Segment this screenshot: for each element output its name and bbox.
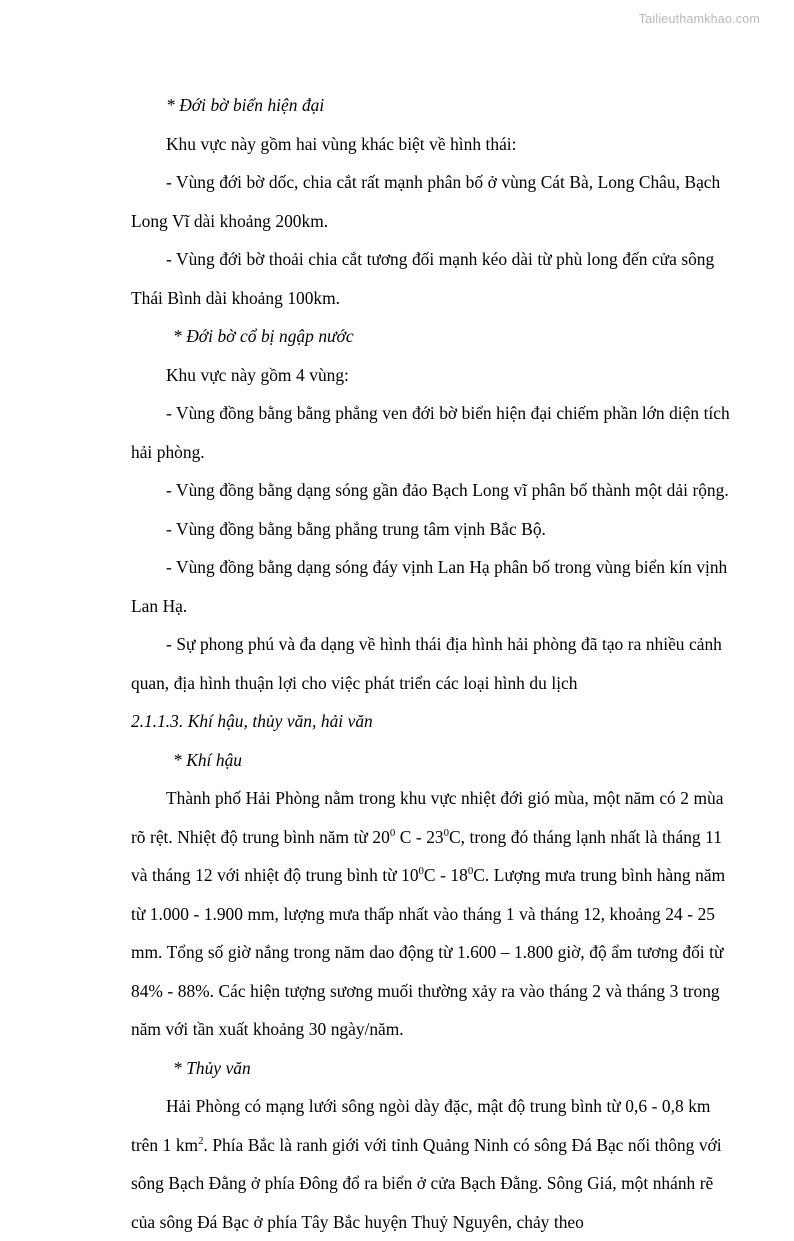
superscript: 0	[467, 865, 474, 878]
subheading-thuy-van: * Thủy văn	[173, 1057, 251, 1078]
paragraph-vung-doi-bo-thoai: - Vùng đới bờ thoải chia cắt tương đối mạnh kéo dài từ phù long đến cửa sông Thái Bình dài khoảng 100km.	[131, 249, 715, 308]
paragraph-khi-hau-body: Thành phố Hải Phòng nằm trong khu vực nhiệt đới gió mùa, một năm có 2 mùa rõ rệt. Nhiệt độ trung bình năm từ $20^0$ C - $23^0C$, trong đó tháng lạnh nhất là tháng 11 và tháng 12 với nhiệt độ trung bình từ $10^0C - 18^0C$. Lượng mưa trung bình hàng năm từ 1.000 - 1.900 mm, lượng mưa thấp nhất vào tháng 1 và tháng 12, khoảng 24 - 25 mm. Tổng số giờ nắng trong năm dao động từ 1.600 – 1.800 giờ, độ ẩm tương đối từ 84% - 88%. Các hiện tượng sương muối thường xảy ra vào tháng 2 và tháng 3 trong năm với tần xuất khoảng 30 ngày/năm.	[131, 788, 726, 1039]
paragraph-dong-bang-trung-tam-vinh-bac-bo: - Vùng đồng bằng bằng phẳng trung tâm vịnh Bắc Bộ.	[166, 518, 546, 539]
paragraph-khu-vuc-hai-vung: Khu vực này gồm hai vùng khác biệt về hình thái:	[166, 133, 517, 154]
paragraph-vung-doi-bo-doc: - Vùng đới bờ dốc, chia cắt rất mạnh phân bố ở vùng Cát Bà, Long Châu, Bạch Long Vĩ dài khoảng 200km.	[131, 172, 721, 231]
paragraph-thuy-van-body: Hải Phòng có mạng lưới sông ngòi dày đặc, mật độ trung bình từ 0,6 - 0,8 km trên 1 $km^2$. Phía Bắc là ranh giới với tỉnh Quảng Ninh có sông Đá Bạc nối thông với sông Bạch Đằng ở phía Đông đổ ra biển ở cửa Bạch Đằng. Sông Giá, một nhánh rẽ của sông Đá Bạc ở phía Tây Bắc huyện Thuỷ Nguyên, chảy theo	[131, 1096, 722, 1232]
watermark-text: Tailieuthamkhao.com	[638, 12, 760, 26]
superscript: 0	[389, 826, 396, 839]
superscript: 0	[418, 865, 424, 878]
subheading-khi-hau: * Khí hậu	[173, 749, 243, 770]
subheading-doi-bo-co-bi-ngap-nuoc: * Đới bờ cổ bị ngập nước	[173, 326, 354, 346]
subheading-doi-bo-bien-hien-dai: * Đới bờ biển hiện đại	[166, 95, 325, 115]
superscript: 2	[198, 1134, 204, 1147]
document-body	[131, 86, 731, 1241]
section-heading-2-1-1-3: 2.1.1.3. Khí hậu, thủy văn, hải văn	[131, 711, 373, 731]
paragraph-dong-bang-phang-ven-doi: - Vùng đồng bằng bằng phẳng ven đới bờ biển hiện đại chiếm phần lớn diện tích hải phòng.	[131, 403, 730, 462]
paragraph-dong-bang-day-vinh-lan-ha: - Vùng đồng bằng dạng sóng đáy vịnh Lan Hạ phân bố trong vùng biển kín vịnh Lan Hạ.	[131, 557, 728, 616]
paragraph-su-phong-phu-da-dang: - Sự phong phú và đa dạng về hình thái địa hình hải phòng đã tạo ra nhiều cảnh quan, địa hình thuận lợi cho việc phát triển các loại hình du lịch	[131, 634, 722, 693]
superscript: 0	[443, 826, 450, 839]
paragraph-khu-vuc-4-vung: Khu vực này gồm 4 vùng:	[166, 364, 349, 385]
paragraph-dong-bang-dang-song-bach-long: - Vùng đồng bằng dạng sóng gần đảo Bạch Long vĩ phân bố thành một dải rộng.	[166, 480, 729, 500]
